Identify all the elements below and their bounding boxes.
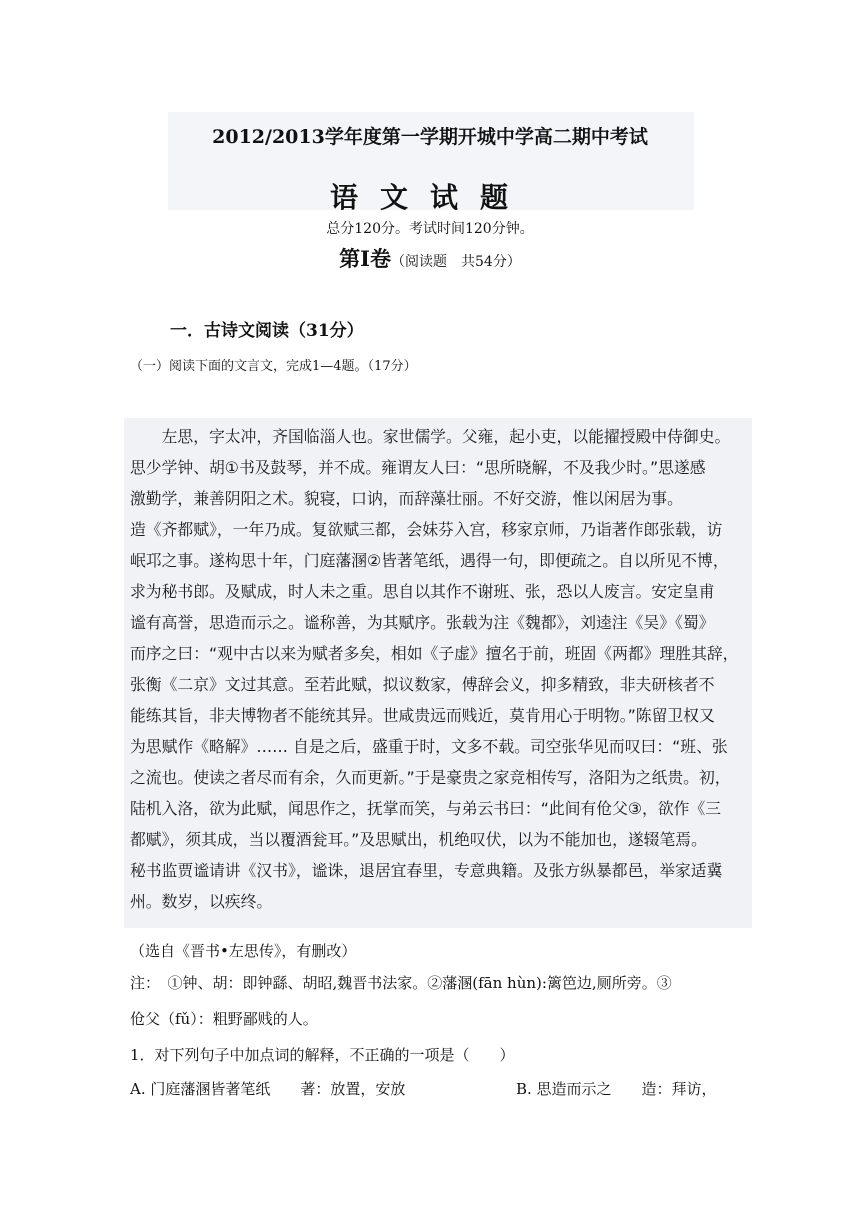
volume-note: （阅读题 共54分） xyxy=(391,254,521,270)
passage-line: 张衡《二京》文过其意。至若此赋，拟议数家，傅辞会义，抑多精致，非夫研核者不 xyxy=(130,675,715,694)
passage-line: 造《齐都赋》，一年乃成。复欲赋三都，会妹芬入宫，移家京师，乃诣著作郎张载，访 xyxy=(130,520,723,539)
passage-line: 秘书监贾谧请讲《汉书》，谧诛，退居宜春里，专意典籍。及张方纵暴都邑，举家适冀 xyxy=(130,861,723,880)
exam-meta: 总分120分。考试时间120分钟。 xyxy=(326,221,534,237)
passage-line: 谧有高誉，思造而示之。谧称善，为其赋序。张载为注《魏都》，刘逵注《吴》《蜀》 xyxy=(130,613,715,632)
subsection-heading: （一）阅读下面的文言文，完成1—4题。（17分） xyxy=(130,359,417,374)
note-line: 伧父（fǔ）：粗野鄙贱的人。 xyxy=(130,1010,318,1028)
note-line: 注： ①钟、胡：即钟繇、胡昭,魏晋书法家。②藩溷(fān hùn):篱笆边,厕所旁。③ xyxy=(130,974,672,992)
passage-line: 激勤学，兼善阴阳之术。貌寝，口讷，而辞藻壮丽。不好交游，惟以闲居为事。 xyxy=(130,489,683,508)
passage-line: 能练其旨，非夫博物者不能统其异。世咸贵远而贱近，莫肯用心于明物。”陈留卫权又 xyxy=(130,706,715,725)
passage-line: 岷邛之事。遂构思十年，门庭藩溷②皆著笔纸，遇得一句，即便疏之。自以所见不博， xyxy=(130,551,729,570)
section-heading: 一．古诗文阅读（31分） xyxy=(170,321,364,341)
option-a: A. 门庭藩溷皆著笔纸 著：放置，安放 xyxy=(130,1080,406,1098)
exam-title: 2012/2013学年度第一学期开城中学高二期中考试 xyxy=(212,126,648,148)
question-stem: 1．对下列句子中加点词的解释，不正确的一项是（ ） xyxy=(130,1046,515,1064)
passage-line: 州。数岁，以疾终。 xyxy=(130,892,273,911)
passage-line: 思少学钟、胡①书及鼓琴，并不成。雍谓友人曰：“思所晓解，不及我少时。”思遂感 xyxy=(130,458,706,477)
passage-line: 而序之曰：“观中古以来为赋者多矣，相如《子虚》擅名于前，班固《两都》理胜其辞， xyxy=(130,644,739,663)
option-b: B. 思造而示之 造：拜访， xyxy=(516,1080,717,1098)
subject-title: 语文试题 xyxy=(329,181,530,214)
passage-line: 之流也。使读之者尽而有余，久而更新。”于是豪贵之家竞相传写，洛阳为之纸贵。初， xyxy=(130,768,731,787)
passage-line: 左思，字太冲，齐国临淄人也。家世儒学。父雍，起小吏，以能擢授殿中侍御史。 xyxy=(130,427,731,446)
source-citation: （选自《晋书•左思传》，有删改） xyxy=(130,942,357,960)
passage-line: 都赋》，须其成，当以覆酒瓮耳。”及思赋出，机绝叹伏，以为不能加也，遂辍笔焉。 xyxy=(130,830,707,849)
volume-heading xyxy=(0,243,860,273)
passage-line: 为思赋作《略解》…… 自是之后，盛重于时，文多不载。司空张华见而叹曰：“班、张 xyxy=(130,737,728,756)
volume-title: 第Ⅰ卷 xyxy=(339,246,391,271)
passage-line: 陆机入洛，欲为此赋，闻思作之，抚掌而笑，与弟云书曰：“此间有伧父③，欲作《三 xyxy=(130,799,722,818)
passage-line: 求为秘书郎。及赋成，时人未之重。思自以其作不谢班、张，恐以人废言。安定皇甫 xyxy=(130,582,715,601)
